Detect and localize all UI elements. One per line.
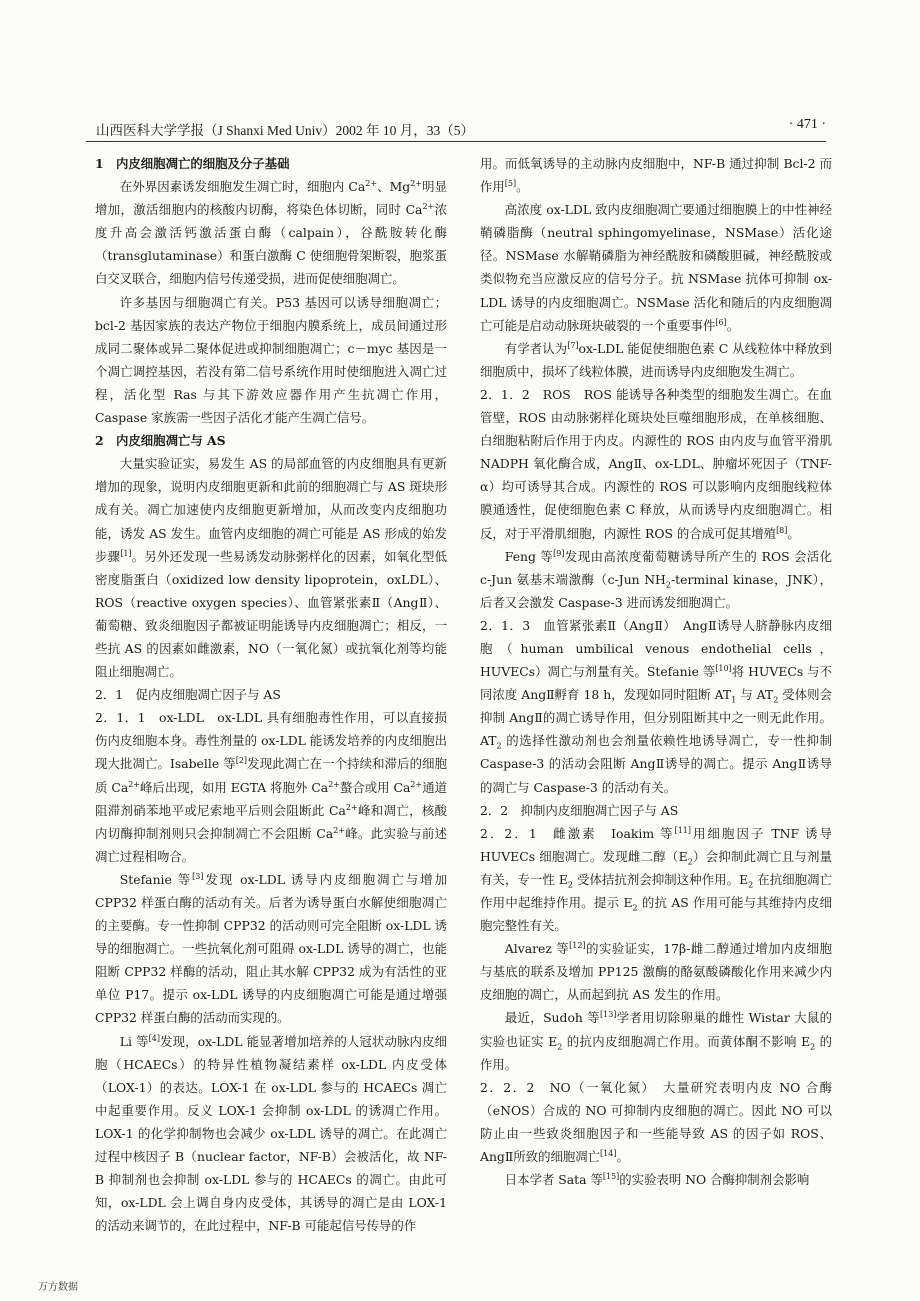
paragraph: 2．2．1 雌激素 Ioakim 等[11]用细胞因子 TNF 诱导 HUVECs 细胞凋亡。发现雌二醇$(E_2)$会抑制此凋亡且与剂量有关，专一性 $E_2$ 受体拮抗剂会抑制这种作用。$E_2$ 在抗细胞凋亡作用中起维持作用。提示 $E_2$ 的抗 AS 作用可能与其维持内皮细胞完整性有关。 [480, 825, 833, 934]
paragraph: 2．1．1 ox-LDL ox-LDL 具有细胞毒性作用，可以直接损伤内皮细胞本身。毒性剂量的 ox-LDL 能诱发培养的内皮细胞出现大批凋亡。Isabelle 等[2]发现此凋亡在一个持续和滞后的细胞质 $Ca^{2+}$峰后出现，如用 EGTA 将胞外 $Ca^{2+}$螯合或用 $Ca^{2+}$通道阻滞剂硝苯地平或尼索地平后则会阻断此 $Ca^{2+}$峰和凋亡，核酸内切酶抑制剂则只会抑制凋亡不会阻断 $Ca^{2+}$峰。此实验与前述凋亡过程相吻合。 [95, 710, 448, 864]
section-heading: 2．1 促内皮细胞凋亡因子与 AS [95, 687, 281, 703]
paragraph: 高浓度 ox-LDL 致内皮细胞凋亡要通过细胞膜上的中性神经鞘磷脂酶（neutral sphingomyelinase，NSMase）活化途径。NSMase 水解鞘磷脂为神经酰胺和磷酸胆碱，神经酰胺或类似物充当应激反应的信号分子。抗 NSMase 抗体可抑制 ox-LDL 诱导的内皮细胞凋亡。NSMase 活化和随后的内皮细胞凋亡可能是启动动脉斑块破裂的一个重要事件[6]。 [480, 202, 832, 333]
paragraph: Li 等[4]发现，ox-LDL 能显著增加培养的人冠状动脉内皮细胞（HCAECs）的特异性植物凝结素样 ox-LDL 内皮受体（LOX-1）的表达。LOX-1 在 ox-LDL 参与的 HCAECs 凋亡中起重要作用。反义 LOX-1 会抑制 ox-LDL 的诱凋亡作用。LOX-1 的化学抑制物也会减少 ox-LDL 诱导的凋亡。在此凋亡过程中核因子 B（nuclear factor，NF-B）会被活化，故 NF-B 抑制剂也会抑制 ox-LDL 参与的 HCAECs 的凋亡。由此可知，ox-LDL 会上调自身内皮受体，其诱导的凋亡是由 LOX-1 的活动来调节的，在此过程中，NF-B 可能起信号传导的作 [95, 1033, 447, 1234]
running-header [86, 115, 826, 142]
watermark-footer: 万方数据 [38, 1282, 78, 1293]
paragraph: 2．1．2 ROS ROS 能诱导各种类型的细胞发生凋亡。在血管壁，ROS 由动脉粥样化斑块处巨噬细胞形成，在单核细胞、白细胞粘附后作用于内皮。内源性的 ROS 由内皮与血管平滑肌 NADPH 氧化酶合成，AngⅡ、ox-LDL、肿瘤坏死因子（TNF-α）均可诱导其合成。内源性的 ROS 可以影响内皮细胞线粒体膜通透性，促使细胞色素 C 释放，从而诱导内皮细胞凋亡。相反，对于平滑肌细胞，内源性 ROS 的合成可促其增殖[8]。 [480, 386, 832, 541]
right-column [480, 152, 832, 1191]
paragraph: Alvarez 等[12]的实验证实，17β-雌二醇通过增加内皮细胞与基底的联系及增加 PP125 激酶的酪氨酸磷酸化作用来减少内皮细胞的凋亡，从而起到抗 AS 发生的作用。 [480, 941, 832, 1003]
paragraph: Feng 等[9]发现由高浓度葡萄糖诱导所产生的 ROS 会活化 c-Jun 氨基末端激酶（c-Jun $NH_2$-terminal kinase，JNK），后者又会激发 Caspase-3 进而诱发细胞凋亡。 [480, 548, 832, 610]
paragraph: 最近，Sudoh 等[13]学者用切除卵巢的雌性 Wistar 大鼠的实验也证实 $E_2$ 的抗内皮细胞凋亡作用。而黄体酮不影响 $E_2$ 的作用。 [480, 1010, 832, 1072]
paragraph: 用。而低氧诱导的主动脉内皮细胞中，NF-B 通过抑制 Bcl-2 而作用[5]。 [480, 156, 832, 195]
paragraph: 有学者认为[7]ox-LDL 能促使细胞色素 C 从线粒体中释放到细胞质中，损坏了线粒体膜，进而诱导内皮细胞发生凋亡。 [480, 340, 833, 379]
paragraph: 日本学者 Sata 等[15]的实验表明 NO 合酶抑制剂会影响 [504, 1172, 810, 1188]
section-heading: 2．2 抑制内皮细胞凋亡因子与 AS [480, 802, 679, 818]
page-number: · 471 · [788, 117, 826, 132]
left-column [95, 152, 447, 1237]
paragraph: 2．1．3 血管紧张素Ⅱ（AngⅡ） AngⅡ诱导人脐静脉内皮细胞（human umbilical venous endothelial cells，HUVECs）凋亡与剂量有关。Stefanie 等[10]将 HUVECs 与不同浓度 AngⅡ孵育 18 h，发现如同时阻断 $AT_1$ 与 $AT_2$ 受体则会抑制 AngⅡ的凋亡诱导作用，但分别阻断其中之一则无此作用。$AT_2$ 的选择性激动剂也会剂量依赖性地诱导凋亡，专一性抑制 Caspase-3 的活动会阻断 AngⅡ诱导的凋亡。提示 AngⅡ诱导的凋亡与 Caspase-3 的活动有关。 [480, 617, 832, 795]
journal-citation: 山西医科大学学报（J Shanxi Med Univ）2002 年 10 月，33（5） [96, 123, 474, 138]
paragraph: Stefanie 等[3]发现 ox-LDL 诱导内皮细胞凋亡与增加 CPP32 样蛋白酶的活动有关。后者为诱导蛋白水解使细胞凋亡的主要酶。专一性抑制 CPP32 的活动则可完全阻断 ox-LDL 诱导的细胞凋亡。一些抗氧化剂可阻碍 ox-LDL 诱导的凋亡，也能阻断 CPP32 样酶的活动，阻止其水解 CPP32 成为有活性的亚单位 P17。提示 ox-LDL 诱导的内皮细胞凋亡可能是通过增强 CPP32 样蛋白酶的活动而实现的。 [95, 871, 447, 1026]
paragraph: 2．2．2 NO（一氧化氮） 大量研究表明内皮 NO 合酶（eNOS）合成的 NO 可抑制内皮细胞的凋亡。因此 NO 可以防止由一些致炎细胞因子和一些能导致 AS 的因子如 ROS、AngⅡ所致的细胞凋亡[14]。 [480, 1079, 832, 1165]
paragraph: 大量实验证实，易发生 AS 的局部血管的内皮细胞具有更新增加的现象，说明内皮细胞更新和此前的细胞凋亡与 AS 斑块形成有关。凋亡加速使内皮细胞更新增加，从而改变内皮细胞功能，诱发 AS 发生。血管内皮细胞的凋亡可能是 AS 形成的始发步骤[1]。另外还发现一些易诱发动脉粥样化的因素，如氧化型低密度脂蛋白（oxidized low density lipoprotein，oxLDL）、ROS（reactive oxygen species）、血管紧张素Ⅱ（AngⅡ）、葡萄糖、致炎细胞因子都被证明能诱导内皮细胞凋亡；相反，一些抗 AS 的因素如雌激素，NO（一氧化氮）或抗氧化剂等均能阻止细胞凋亡。 [95, 456, 448, 680]
paragraph: 许多基因与细胞凋亡有关。P53 基因可以诱导细胞凋亡；bcl-2 基因家族的表达产物位于细胞内膜系统上，成员间通过形成同二聚体或异二聚体促进或抑制细胞凋亡；c－myc 基因是一个凋亡调控基因，若没有第二信号系统作用时使细胞进入凋亡过程，活化型 Ras 与其下游效应器作用产生抗凋亡作用，Caspase 家族需一些因子活化才能产生凋亡信号。 [95, 294, 447, 426]
paragraph: 在外界因素诱发细胞发生凋亡时，细胞内 $Ca^{2+}$、$Mg^{2+}$明显增加，激活细胞内的核酸内切酶，将染色体切断，同时 $Ca^{2+}$浓度升高会激活钙激活蛋白酶（calpain），谷酰胺转化酶（transglutaminase）和蛋白激酶 C 使细胞骨架断裂，胞浆蛋白交叉联合，细胞内信号传递受损，进而促使细胞凋亡。 [95, 178, 447, 287]
section-heading: 1 内皮细胞凋亡的细胞及分子基础 [95, 156, 290, 171]
section-heading: 2 内皮细胞凋亡与 AS [95, 433, 226, 449]
